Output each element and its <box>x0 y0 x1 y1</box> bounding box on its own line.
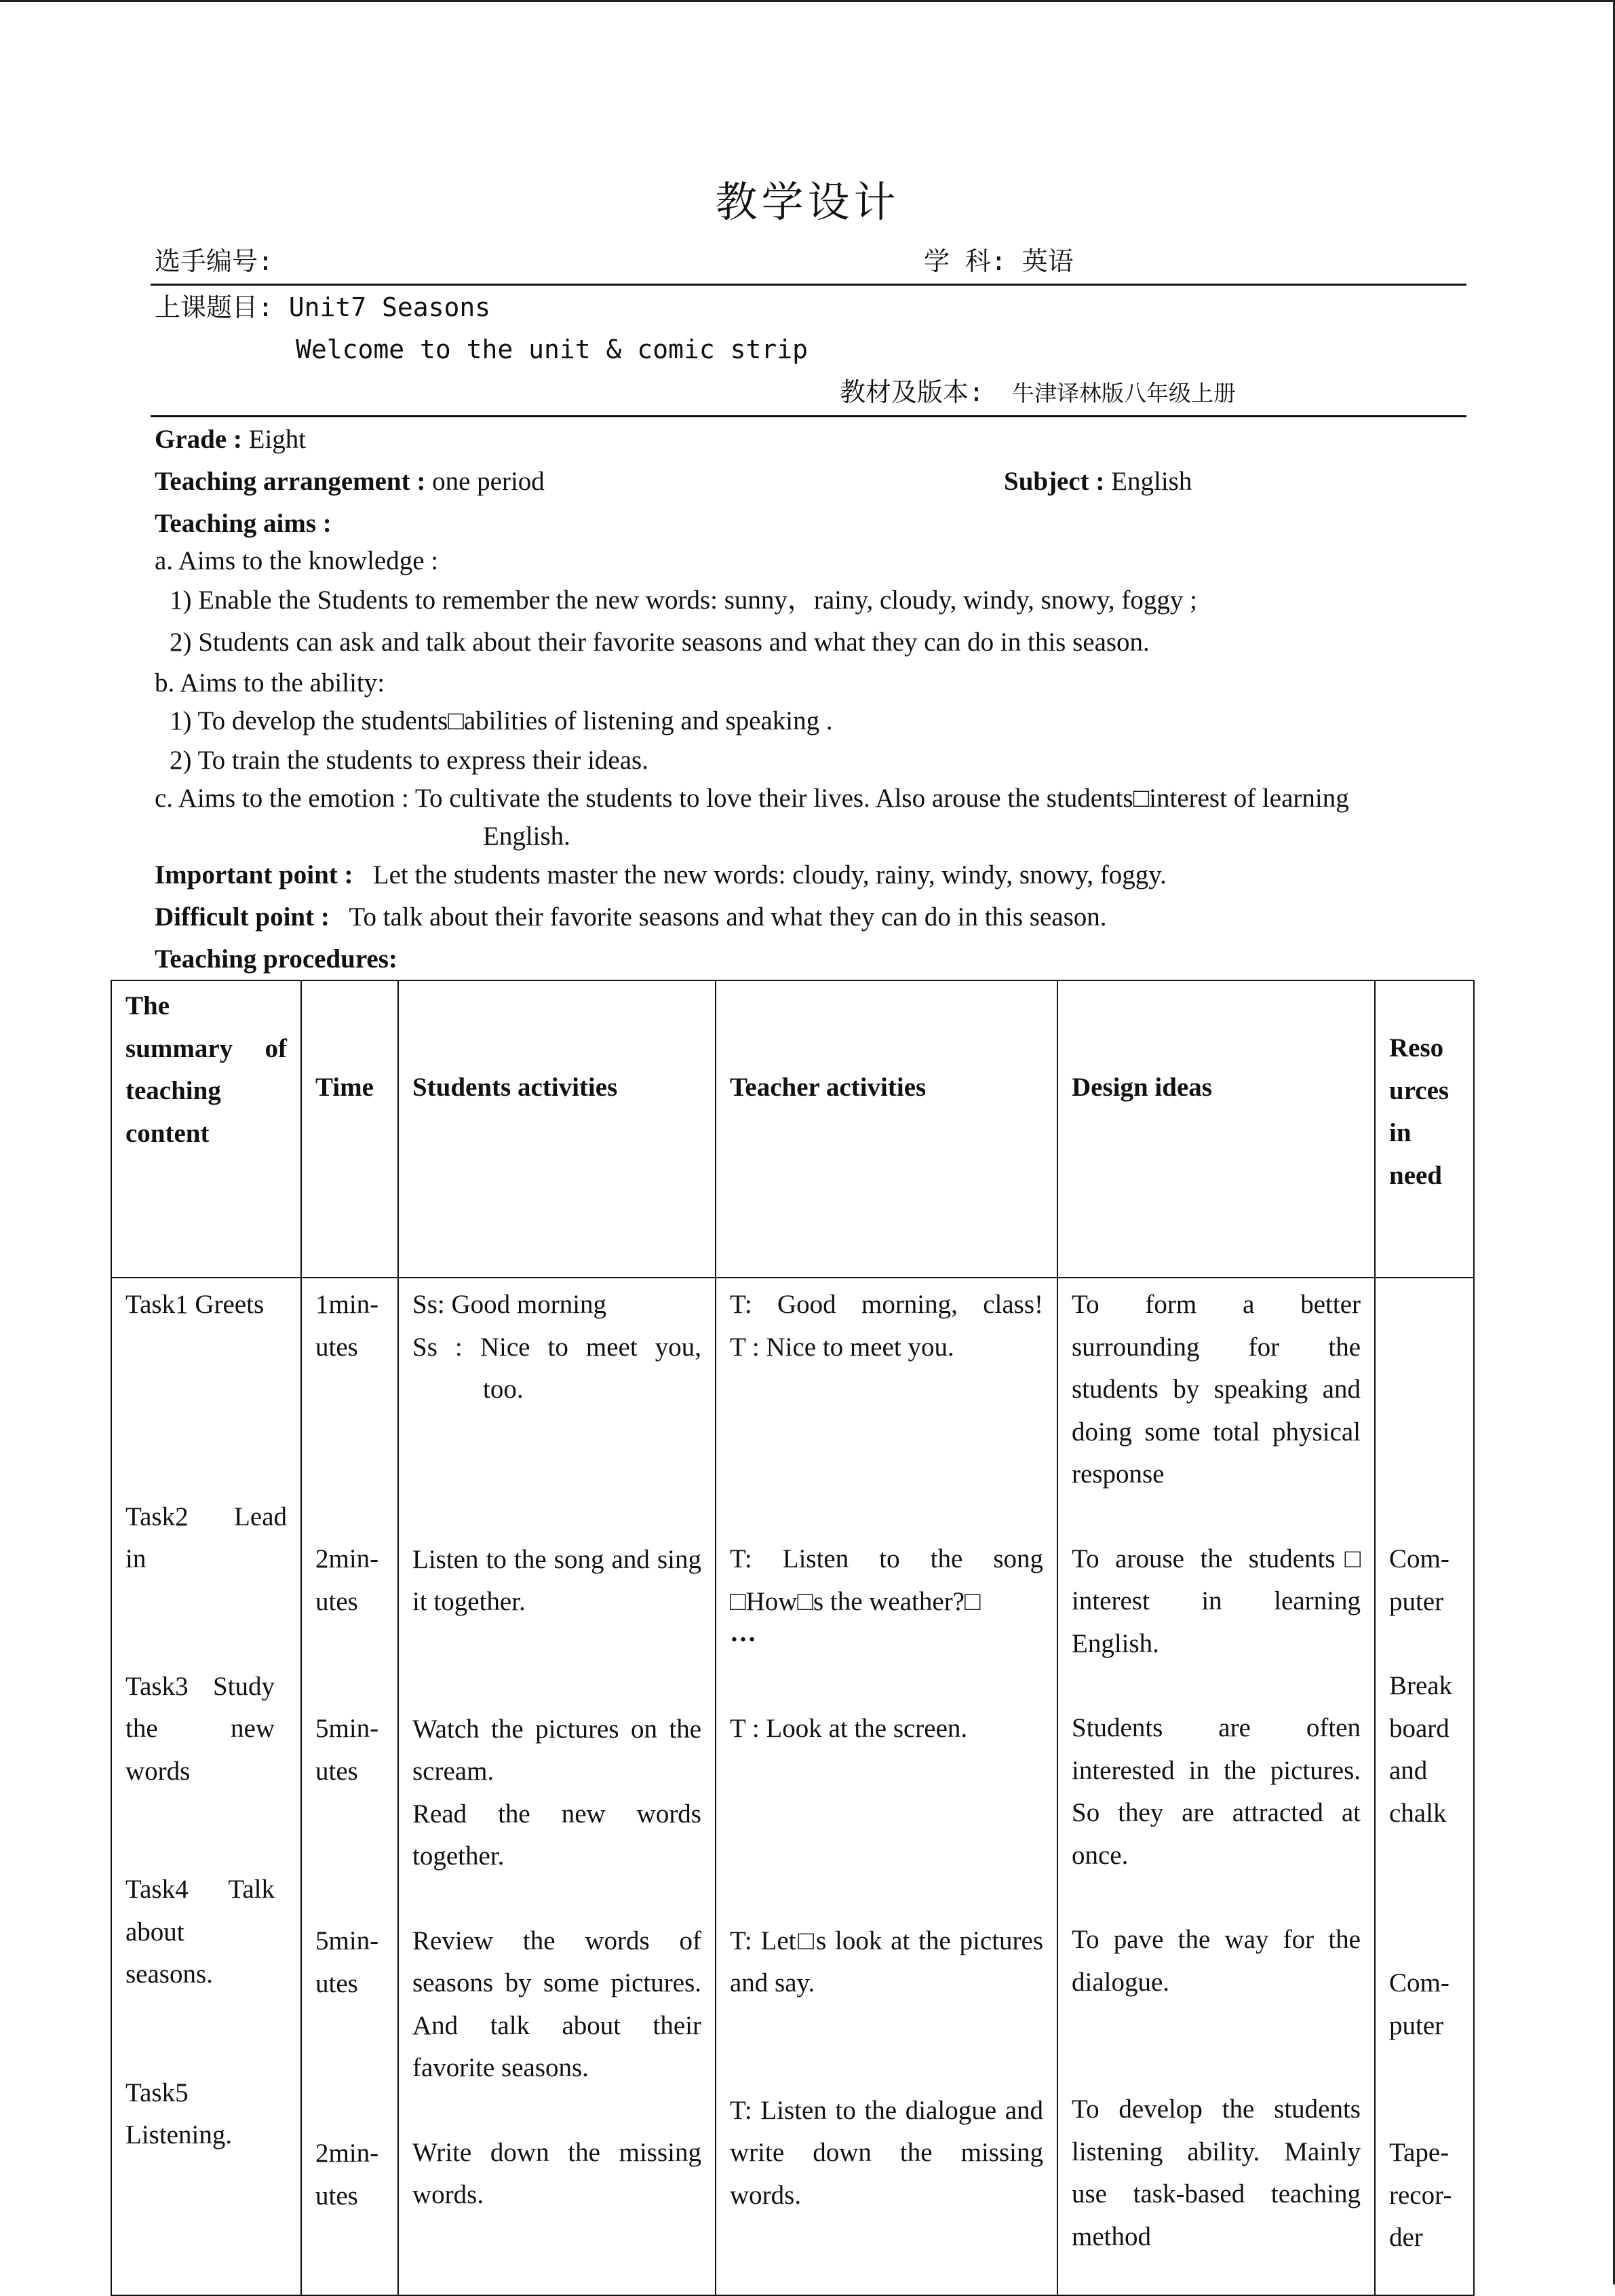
header-teacher: Teacher activities <box>716 980 1057 1278</box>
aim-c-line1: c. Aims to the emotion : To cultivate the students to love their lives. Also arouse the students□interest of learning <box>155 784 1349 813</box>
aim-c-line2: English. <box>483 822 570 851</box>
header-time: Time <box>301 980 398 1278</box>
aim-a-title: a. Aims to the knowledge : <box>155 546 439 575</box>
difficult-point: Difficult point : To talk about their favorite seasons and what they can do in this season. <box>155 902 1107 932</box>
header-resources: Reso urces in need <box>1375 980 1474 1278</box>
grade-line: Grade : Eight <box>155 425 307 454</box>
aim-b1: 1) To develop the students□abilities of listening and speaking . <box>170 706 833 735</box>
table-row <box>111 1278 1474 2295</box>
arrangement-line: Teaching arrangement : one period <box>155 467 545 496</box>
procedures-heading: Teaching procedures: <box>155 944 397 974</box>
aim-a2: 2) Students can ask and talk about their favorite seasons and what they can do in this season. <box>170 628 1150 657</box>
aim-b2: 2) To train the students to express their ideas. <box>170 746 648 775</box>
subject-line: Subject : English <box>1004 467 1192 496</box>
resources-cell: Com- puter Break board and chalk Com- puter Tape- recor- der <box>1375 1278 1474 2295</box>
summary-cell: Task1 Greets Task2 Lead in Task3 Study the new words Task4 Talk about seasons. Task5 Listening. <box>111 1278 301 2295</box>
teacher-cell: T: Good morning, class! T : Nice to meet you. T: Listen to the song □How□s the weather?□ … T : Look at the screen. T: Let□s look at the pictures and say. T: Listen to the dialogue and write down the missing words. <box>716 1278 1057 2295</box>
aim-b-title: b. Aims to the ability: <box>155 668 385 697</box>
time-cell: 1min- utes 2min- utes 5min- utes 5min- utes 2min- utes <box>301 1278 398 2295</box>
table-header-row <box>111 980 1474 1278</box>
students-cell: Ss: Good morning Ss : Nice to meet you, too. Listen to the song and sing it together. Watch the pictures on the scream. Read the new words together. Review the words of seasons by some pictures. And talk about their favorite seasons. Write down the missing words. <box>398 1278 716 2295</box>
header-design: Design ideas <box>1057 980 1375 1278</box>
lesson-subtitle: Welcome to the unit & comic strip <box>296 334 808 364</box>
important-point: Important point : Let the students master the new words: cloudy, rainy, windy, snowy, foggy. <box>155 860 1167 889</box>
procedures-table <box>111 980 1475 2296</box>
subject-cn-label: 学 科: 英语 <box>924 246 1074 276</box>
header-students: Students activities <box>398 980 716 1278</box>
page-title: 教学设计 <box>715 177 900 227</box>
aim-a1: 1) Enable the Students to remember the new words: sunny，rainy, cloudy, windy, snowy, foggy ; <box>170 586 1197 615</box>
page-border-top <box>0 0 1615 2</box>
lesson-title: 上课题目: Unit7 Seasons <box>155 292 491 322</box>
divider-line <box>151 415 1466 417</box>
header-summary: The summary of teaching content <box>111 980 301 1278</box>
contestant-label: 选手编号: <box>155 246 273 276</box>
divider-line <box>151 284 1466 286</box>
textbook-label: 教材及版本: <box>840 377 984 407</box>
design-cell: To form a better surrounding for the students by speaking and doing some total physical response To arouse the students□ interest in learning English. Students are often interested in the pictures. So they are attracted at once. To pave the way for the dialogue. To develop the students listening ability. Mainly use task-based teaching method <box>1057 1278 1375 2295</box>
textbook-value: 牛津译林版八年级上册 <box>1012 380 1236 406</box>
aims-heading: Teaching aims : <box>155 509 332 538</box>
